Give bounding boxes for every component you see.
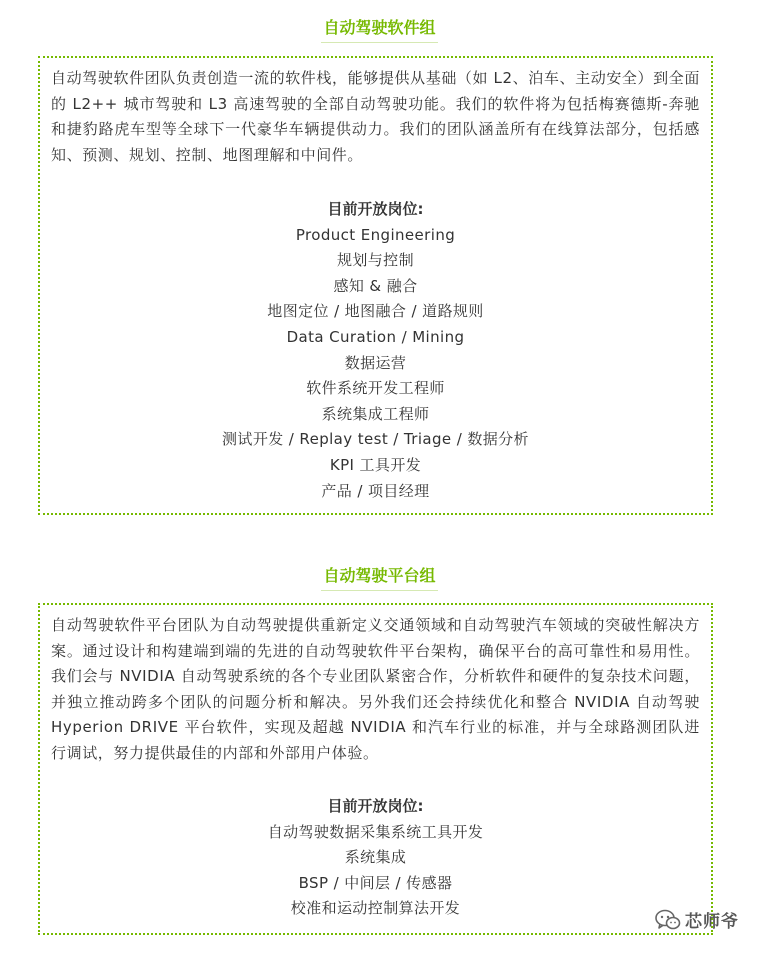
- position-item: 自动驾驶数据采集系统工具开发: [267, 822, 484, 841]
- position-item: 测试开发 / Replay test / Triage / 数据分析: [222, 430, 529, 449]
- watermark: [655, 907, 739, 932]
- positions-heading: 目前开放岗位:: [327, 200, 424, 218]
- section-panel-software: [38, 56, 713, 515]
- section-title-software: [0, 17, 759, 43]
- position-item: 地图定位 / 地图融合 / 道路规则: [267, 302, 484, 321]
- section-panel-platform: [38, 603, 713, 935]
- section-title-text: 自动驾驶软件组: [321, 17, 437, 43]
- wechat-icon: [655, 909, 681, 931]
- positions-list: [40, 794, 711, 922]
- position-item: 系统集成: [344, 848, 407, 867]
- position-item: KPI 工具开发: [329, 455, 422, 474]
- position-item: BSP / 中间层 / 传感器: [298, 873, 453, 892]
- watermark-text: 芯师爷: [685, 912, 739, 932]
- position-item: 感知 & 融合: [333, 276, 418, 295]
- section-title-text: 自动驾驶平台组: [321, 565, 437, 591]
- position-item: Data Curation / Mining: [286, 327, 465, 346]
- positions-list: [40, 197, 711, 504]
- section-description: 自动驾驶软件团队负责创造一流的软件栈，能够提供从基础（如 L2、泊车、主动安全）到全面的 L2++ 城市驾驶和 L3 高速驾驶的全部自动驾驶功能。我们的软件将为包括梅赛德斯-奔驰和捷豹路虎车型等全球下一代豪华车辆提供动力。我们的团队涵盖所有在线算法部分，包括感知、预测、规划、控制、地图理解和中间件。: [51, 69, 700, 164]
- positions-heading: 目前开放岗位:: [327, 797, 424, 815]
- position-item: 规划与控制: [336, 251, 414, 270]
- position-item: 校准和运动控制算法开发: [290, 899, 461, 918]
- section-title-platform: [0, 565, 759, 591]
- position-item: 数据运营: [344, 353, 407, 372]
- position-item: Product Engineering: [295, 225, 456, 244]
- position-item: 软件系统开发工程师: [306, 379, 445, 398]
- position-item: 产品 / 项目经理: [321, 481, 430, 500]
- position-item: 系统集成工程师: [321, 404, 430, 423]
- section-description: 自动驾驶软件平台团队为自动驾驶提供重新定义交通领域和自动驾驶汽车领域的突破性解决方案。通过设计和构建端到端的先进的自动驾驶软件平台架构，确保平台的高可靠性和易用性。我们会与 NVIDIA 自动驾驶系统的各个专业团队紧密合作，分析软件和硬件的复杂技术问题，并独立推动跨多个团队的问题分析和解决。另外我们还会持续优化和整合 NVIDIA 自动驾驶 Hyperion DRIVE 平台软件，实现及超越 NVIDIA 和汽车行业的标准，并与全球路测团队进行调试，努力提供最佳的内部和外部用户体验。: [51, 616, 700, 762]
